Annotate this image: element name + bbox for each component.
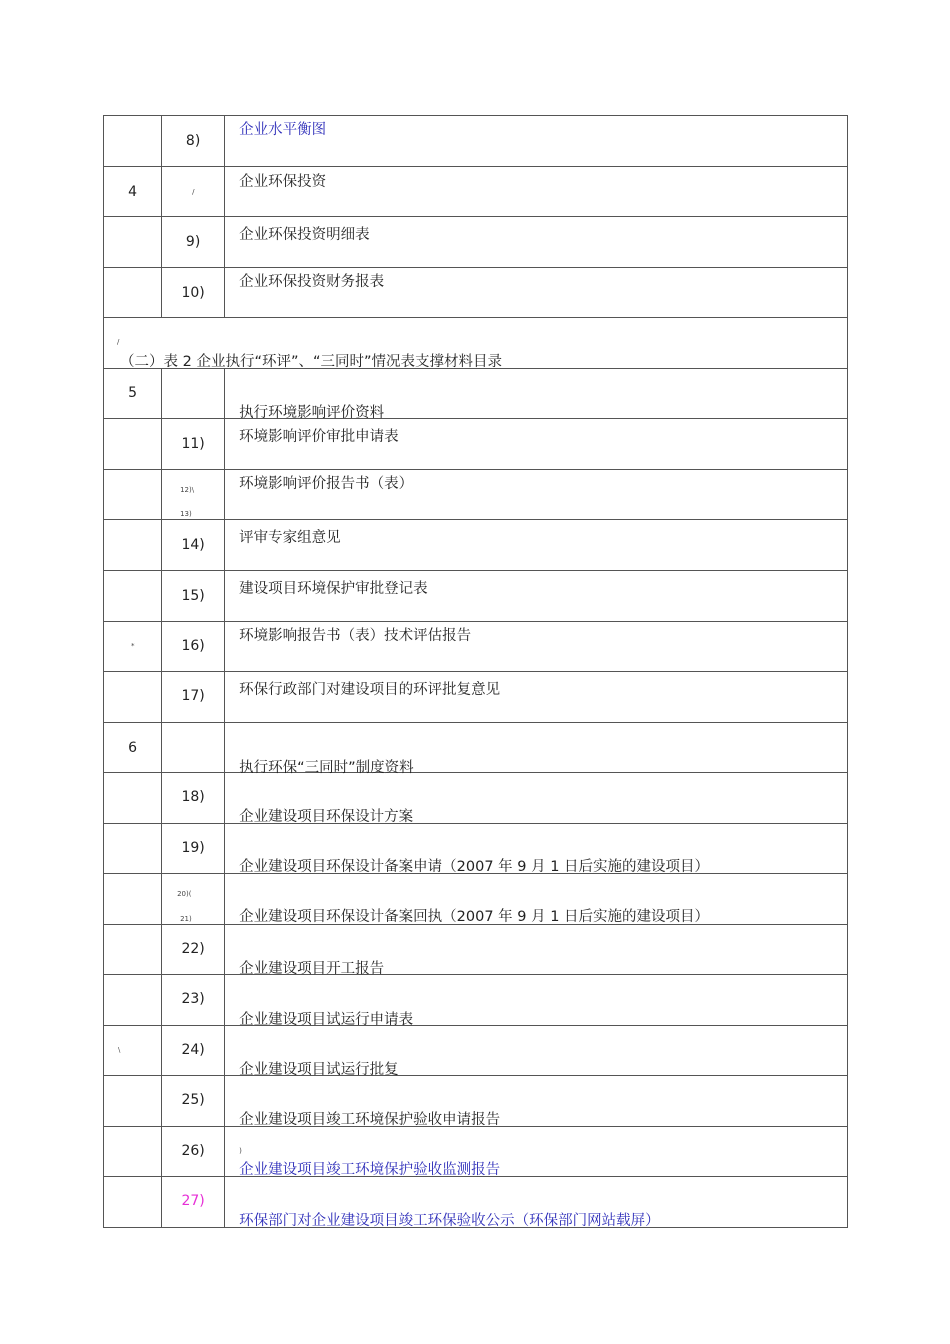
item-text: 企业环保投资 [239,174,327,190]
table-row [104,824,848,874]
item-index-small: 21) [180,915,192,923]
row-number-cell [104,1026,162,1076]
row-number-cell [104,116,162,167]
item-index-small: 12)\ [180,486,195,494]
item-text: 环保行政部门对建设项目的环评批复意见 [239,682,501,698]
row-number-cell [104,217,162,268]
row-number-cell [104,925,162,975]
table-row [104,773,848,824]
item-text-cell [225,217,848,268]
row-number-cell [104,1076,162,1127]
table-row [104,167,848,217]
item-text-cell [225,116,848,167]
item-text-cell [225,723,848,776]
item-index: 15) [181,588,205,604]
table-row [104,369,848,419]
item-index-cell [162,925,225,975]
item-link[interactable]: 企业建设项目竣工环境保护验收监测报告 [239,1162,501,1178]
item-text: 企业建设项目环保设计备案申请（2007 年 9 月 1 日后实施的建设项目） [239,859,710,875]
row-number-cell [104,874,162,925]
item-index-cell [162,217,225,268]
item-index: 10) [181,285,205,301]
item-text: 环境影响评价报告书（表） [239,476,414,492]
row-number-mark: \ [118,1046,121,1054]
item-index: 26) [181,1143,205,1159]
item-text-cell [225,520,848,571]
item-index-cell [162,874,225,925]
item-text: 环境影响报告书（表）技术评估报告 [239,628,472,644]
table-row [104,622,848,672]
item-text: 企业建设项目试运行申请表 [239,1012,414,1028]
item-index-cell [162,1026,225,1076]
item-text-cell [225,773,848,824]
row-number-cell [104,419,162,470]
row-number-cell [104,672,162,723]
item-index: 14) [181,537,205,553]
section-mark: / [117,338,120,346]
item-text: 执行环境影响评价资料 [239,405,385,421]
item-text-cell [225,1177,848,1228]
item-text-cell [225,1026,848,1076]
table-row [104,470,848,520]
item-text: 环境影响评价审批申请表 [239,429,399,445]
row-number-cell [104,369,162,419]
row-number-cell [104,1177,162,1228]
row-number-cell [104,571,162,622]
table-row [104,975,848,1026]
item-text: 企业建设项目环保设计方案 [239,809,414,825]
row-number: 5 [128,385,137,401]
item-index-small: 20)( [177,890,192,898]
item-text-cell [225,824,848,874]
row-number-cell [104,824,162,874]
table-row [104,925,848,975]
item-text-cell [225,874,848,925]
item-index-cell [162,369,225,419]
table-row [104,268,848,318]
item-index-cell [162,622,225,672]
item-link[interactable]: 环保部门对企业建设项目竣工环保验收公示（环保部门网站载屏） [239,1213,660,1229]
item-text-cell [225,925,848,975]
table-row [104,1026,848,1076]
item-index-cell [162,672,225,723]
item-text-cell [225,622,848,672]
item-text: 企业环保投资财务报表 [239,274,385,290]
row-number-cell [104,268,162,318]
row-number-cell [104,723,162,773]
item-text: 评审专家组意见 [239,530,341,546]
table-row [104,723,848,773]
row-number-cell [104,520,162,571]
item-text-cell [225,1076,848,1127]
table-row [104,520,848,571]
table-row [104,419,848,470]
item-index: 11) [181,436,205,452]
item-index-cell [162,723,225,773]
table-row [104,672,848,723]
section-title: （二）表 2 企业执行“环评”、“三同时”情况表支撑材料目录 [120,354,502,370]
table-row [104,217,848,268]
item-index-cell [162,571,225,622]
item-index: 24) [181,1042,205,1058]
item-index-cell [162,824,225,874]
item-text-cell [225,672,848,723]
table-row [104,1177,848,1228]
item-text-cell [225,571,848,622]
item-text: 企业建设项目试运行批复 [239,1062,399,1078]
item-text: 企业建设项目竣工环境保护验收申请报告 [239,1112,501,1128]
item-index-cell [162,1177,225,1228]
item-text-cell [225,167,848,217]
item-index: 19) [181,840,205,856]
item-link[interactable]: 企业水平衡图 [239,122,327,138]
item-index: 8) [185,133,201,149]
item-index: 18) [181,789,205,805]
item-index: 9) [185,234,201,250]
item-text-cell [225,268,848,318]
item-index-cell [162,975,225,1026]
item-index: 16) [181,638,205,654]
item-text: 企业建设项目开工报告 [239,961,385,977]
item-text-cell [225,369,848,419]
row-number-mark: * [131,642,135,650]
row-number: 6 [128,740,137,756]
table-row [104,571,848,622]
item-index-cell [162,1076,225,1127]
section-row [104,318,848,369]
item-index-cell [162,167,225,217]
item-index: 17) [181,688,205,704]
row-number-cell [104,773,162,824]
document-table [103,115,848,1228]
item-index: 22) [181,941,205,957]
item-text-cell [225,1127,848,1177]
item-index-cell [162,470,225,520]
item-text-cell [225,419,848,470]
row-number-cell [104,470,162,520]
item-index: 23) [181,991,205,1007]
stray-mark: ) [239,1147,242,1155]
item-index-cell [162,116,225,167]
item-text: 企业环保投资明细表 [239,227,370,243]
item-text: 企业建设项目环保设计备案回执（2007 年 9 月 1 日后实施的建设项目） [239,909,710,925]
item-index-small: 13) [180,510,192,518]
item-index-cell [162,773,225,824]
row-number-cell [104,975,162,1026]
table-row [104,874,848,925]
row-number: 4 [128,184,137,200]
table-row [104,1076,848,1127]
item-index-cell [162,1127,225,1177]
item-index-cell [162,419,225,470]
item-index-cell [162,268,225,318]
item-index-cell [162,520,225,571]
section-cell [104,318,848,369]
item-index: 25) [181,1092,205,1108]
item-text: 执行环保“三同时”制度资料 [239,760,414,776]
row-number-cell [104,1127,162,1177]
row-number-cell [104,167,162,217]
table-row [104,1127,848,1177]
item-index-highlighted: 27) [181,1193,205,1209]
item-index-mark: / [192,188,195,196]
item-text-cell [225,975,848,1026]
table-row [104,116,848,167]
item-text: 建设项目环境保护审批登记表 [239,581,428,597]
item-text-cell [225,470,848,520]
row-number-cell [104,622,162,672]
